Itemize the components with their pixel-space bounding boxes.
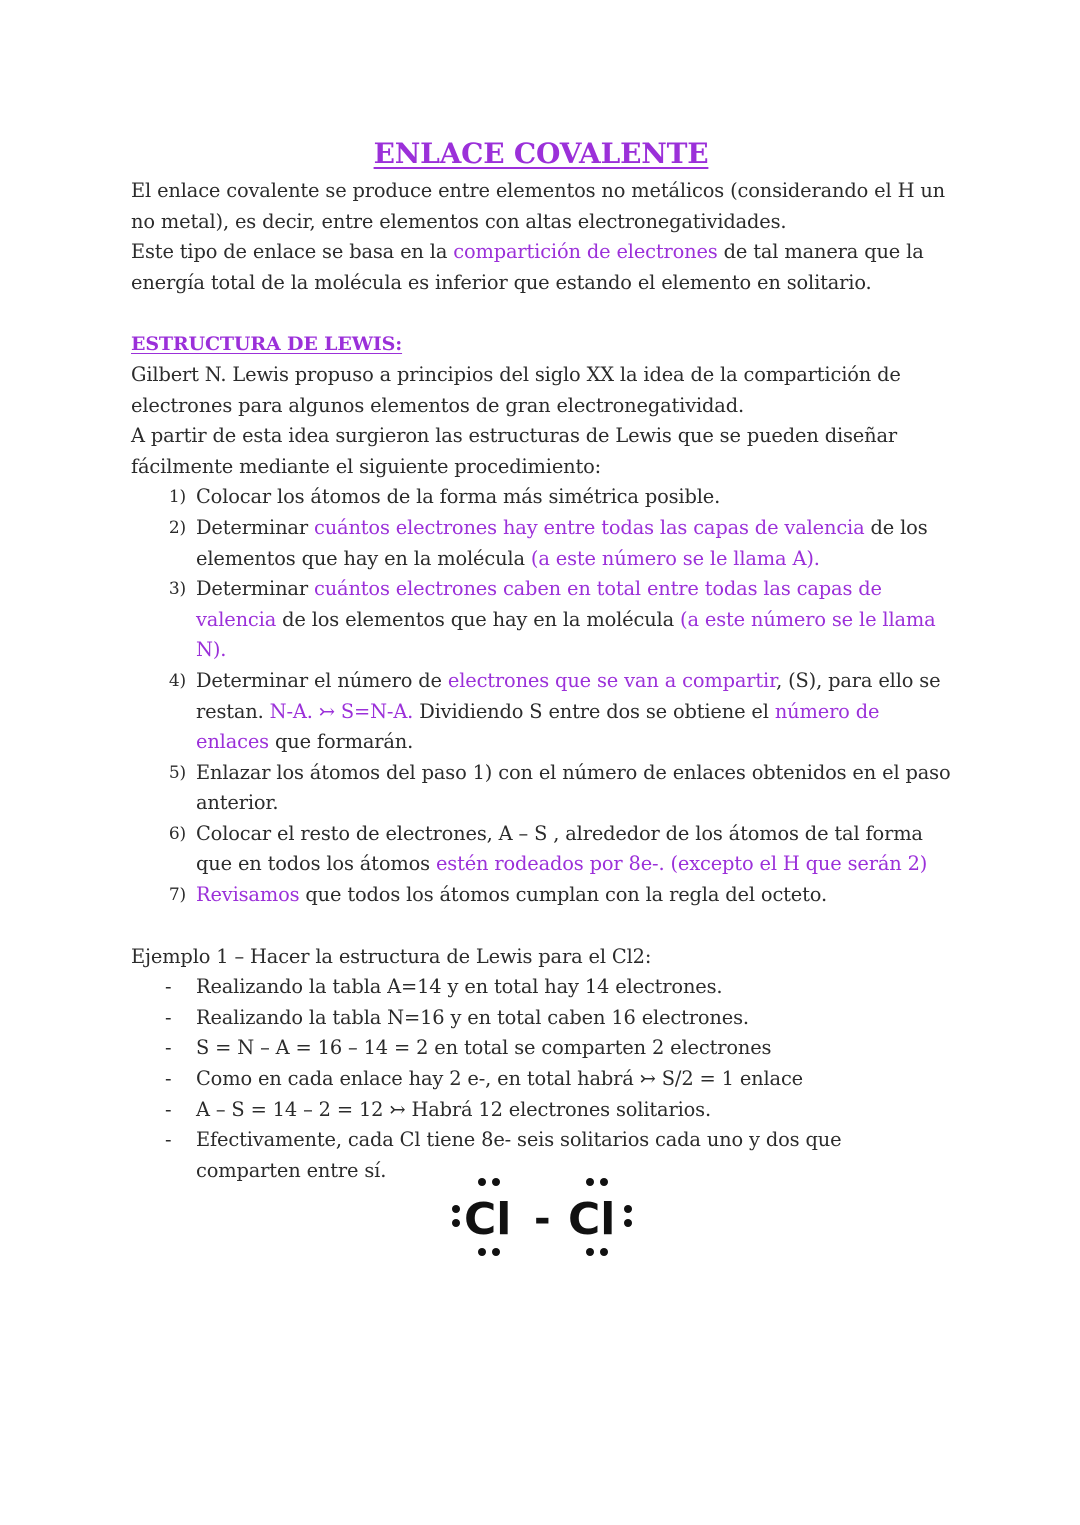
example-item-text: Realizando la tabla N=16 y en total caben 16 electrones. [196,1005,749,1029]
step-text: Determinar [196,515,314,539]
spacer [131,911,951,942]
electron-dot [600,1178,608,1186]
electron-dot [478,1248,486,1256]
step-highlight: N-A. ↣ S=N-A. [269,699,414,723]
lewis-paragraph-2: A partir de esta idea surgieron las estructuras de Lewis que se pueden diseñar fácilmente mediante el siguiente procedimiento: [131,424,897,478]
electron-dot [586,1178,594,1186]
step-text: de los elementos que hay en la molécula [196,515,928,570]
step-text: , (S), para ello se restan. [196,668,941,723]
example-item [131,1003,951,1034]
highlight-comparticion: compartición de electrones [453,240,718,264]
step-highlight: Revisamos [196,883,300,907]
left-atom-label: Cl [464,1194,512,1245]
electron-dot [624,1219,632,1227]
step-number: 1) [168,487,186,508]
example-list [131,972,951,1186]
step-text: que formarán. [268,730,414,754]
dash-bullet: - [165,975,172,999]
step-number: 6) [168,823,186,844]
dash-bullet: - [165,1005,172,1029]
example-item-text: A – S = 14 – 2 = 12 ↣ Habrá 12 electrones solitarios. [196,1097,711,1121]
section-heading-lewis: ESTRUCTURA DE LEWIS: [131,333,403,356]
lewis-structure-cl2 [450,1172,640,1262]
example-item-text: Realizando la tabla A=14 y en total hay 14 electrones. [196,975,723,999]
page-title: ENLACE COVALENTE [373,137,709,170]
step-text: Dividiendo S entre dos se obtiene el [413,699,775,723]
step-text: Colocar el resto de electrones, A – S , alrededor de los átomos de tal forma que en todos los átomos [196,821,923,876]
step-number: 2) [168,517,186,538]
step-number: 7) [168,885,186,906]
intro-paragraph-2 [131,237,951,298]
step-3 [131,574,951,666]
electron-dot [624,1205,632,1213]
intro-text-end: de tal manera que la energía total de la molécula es inferior que estando el elemento en solitario. [131,240,924,294]
step-4 [131,666,951,758]
step-highlight: cuántos electrones hay entre todas las capas de valencia [313,515,865,539]
document-page [131,132,951,1186]
electron-dot [452,1205,460,1213]
procedure-steps [131,482,951,910]
electron-dot [586,1248,594,1256]
intro-text: Este tipo de enlace se basa en la [131,240,454,264]
step-text: de los elementos que hay en la molécula [276,607,681,631]
spacer [131,298,951,329]
step-number: 5) [168,762,186,783]
example-item-text: Efectivamente, cada Cl tiene 8e- seis solitarios cada uno y dos que comparten entre sí. [196,1128,842,1182]
example-item [131,972,951,1003]
electron-dot [492,1178,500,1186]
step-text: Determinar [196,577,314,601]
right-atom-label: Cl [568,1194,616,1245]
example-item [131,1033,951,1064]
step-text: que todos los átomos cumplan con la regla del octeto. [299,883,827,907]
step-number: 3) [168,579,186,600]
step-highlight: (a este número se le llama A). [530,546,820,570]
step-text: Determinar el número de [196,668,448,692]
example-item [131,1095,951,1126]
step-highlight: (a este número se le llama N). [196,607,936,662]
example-item-text: S = N – A = 16 – 14 = 2 en total se comparten 2 electrones [196,1036,772,1060]
step-text: Enlazar los átomos del paso 1) con el número de enlaces obtenidos en el paso anterior. [196,760,951,815]
intro-paragraph-1: El enlace covalente se produce entre elementos no metálicos (considerando el H un no metal), es decir, entre elementos con altas electronegatividades. [131,179,946,233]
example-heading: Ejemplo 1 – Hacer la estructura de Lewis para el Cl2: [131,944,652,968]
step-highlight: estén rodeados por 8e-. (excepto el H que serán 2) [435,852,928,876]
step-2 [131,513,951,574]
bond-dash: - [534,1196,551,1242]
dash-bullet: - [165,1097,172,1121]
step-7 [131,880,951,911]
dash-bullet: - [165,1067,172,1091]
dash-bullet: - [165,1036,172,1060]
step-1 [131,482,951,513]
step-5 [131,758,951,819]
step-highlight: electrones que se van a compartir [447,668,777,692]
electron-dot [492,1248,500,1256]
example-item [131,1064,951,1095]
electron-dot [478,1178,486,1186]
electron-dot [600,1248,608,1256]
electron-dot [452,1219,460,1227]
lewis-paragraph-1: Gilbert N. Lewis propuso a principios del siglo XX la idea de la compartición de electrones para algunos elementos de gran electronegatividad. [131,362,901,417]
step-number: 4) [168,670,186,691]
step-6 [131,819,951,880]
step-highlight: número de enlaces [196,699,880,754]
example-item-text: Como en cada enlace hay 2 e-, en total habrá ↣ S/2 = 1 enlace [196,1067,803,1091]
step-highlight: cuántos electrones caben en total entre todas las capas de valencia [196,577,882,631]
step-text: Colocar los átomos de la forma más simétrica posible. [196,485,721,509]
dash-bullet: - [165,1128,172,1152]
